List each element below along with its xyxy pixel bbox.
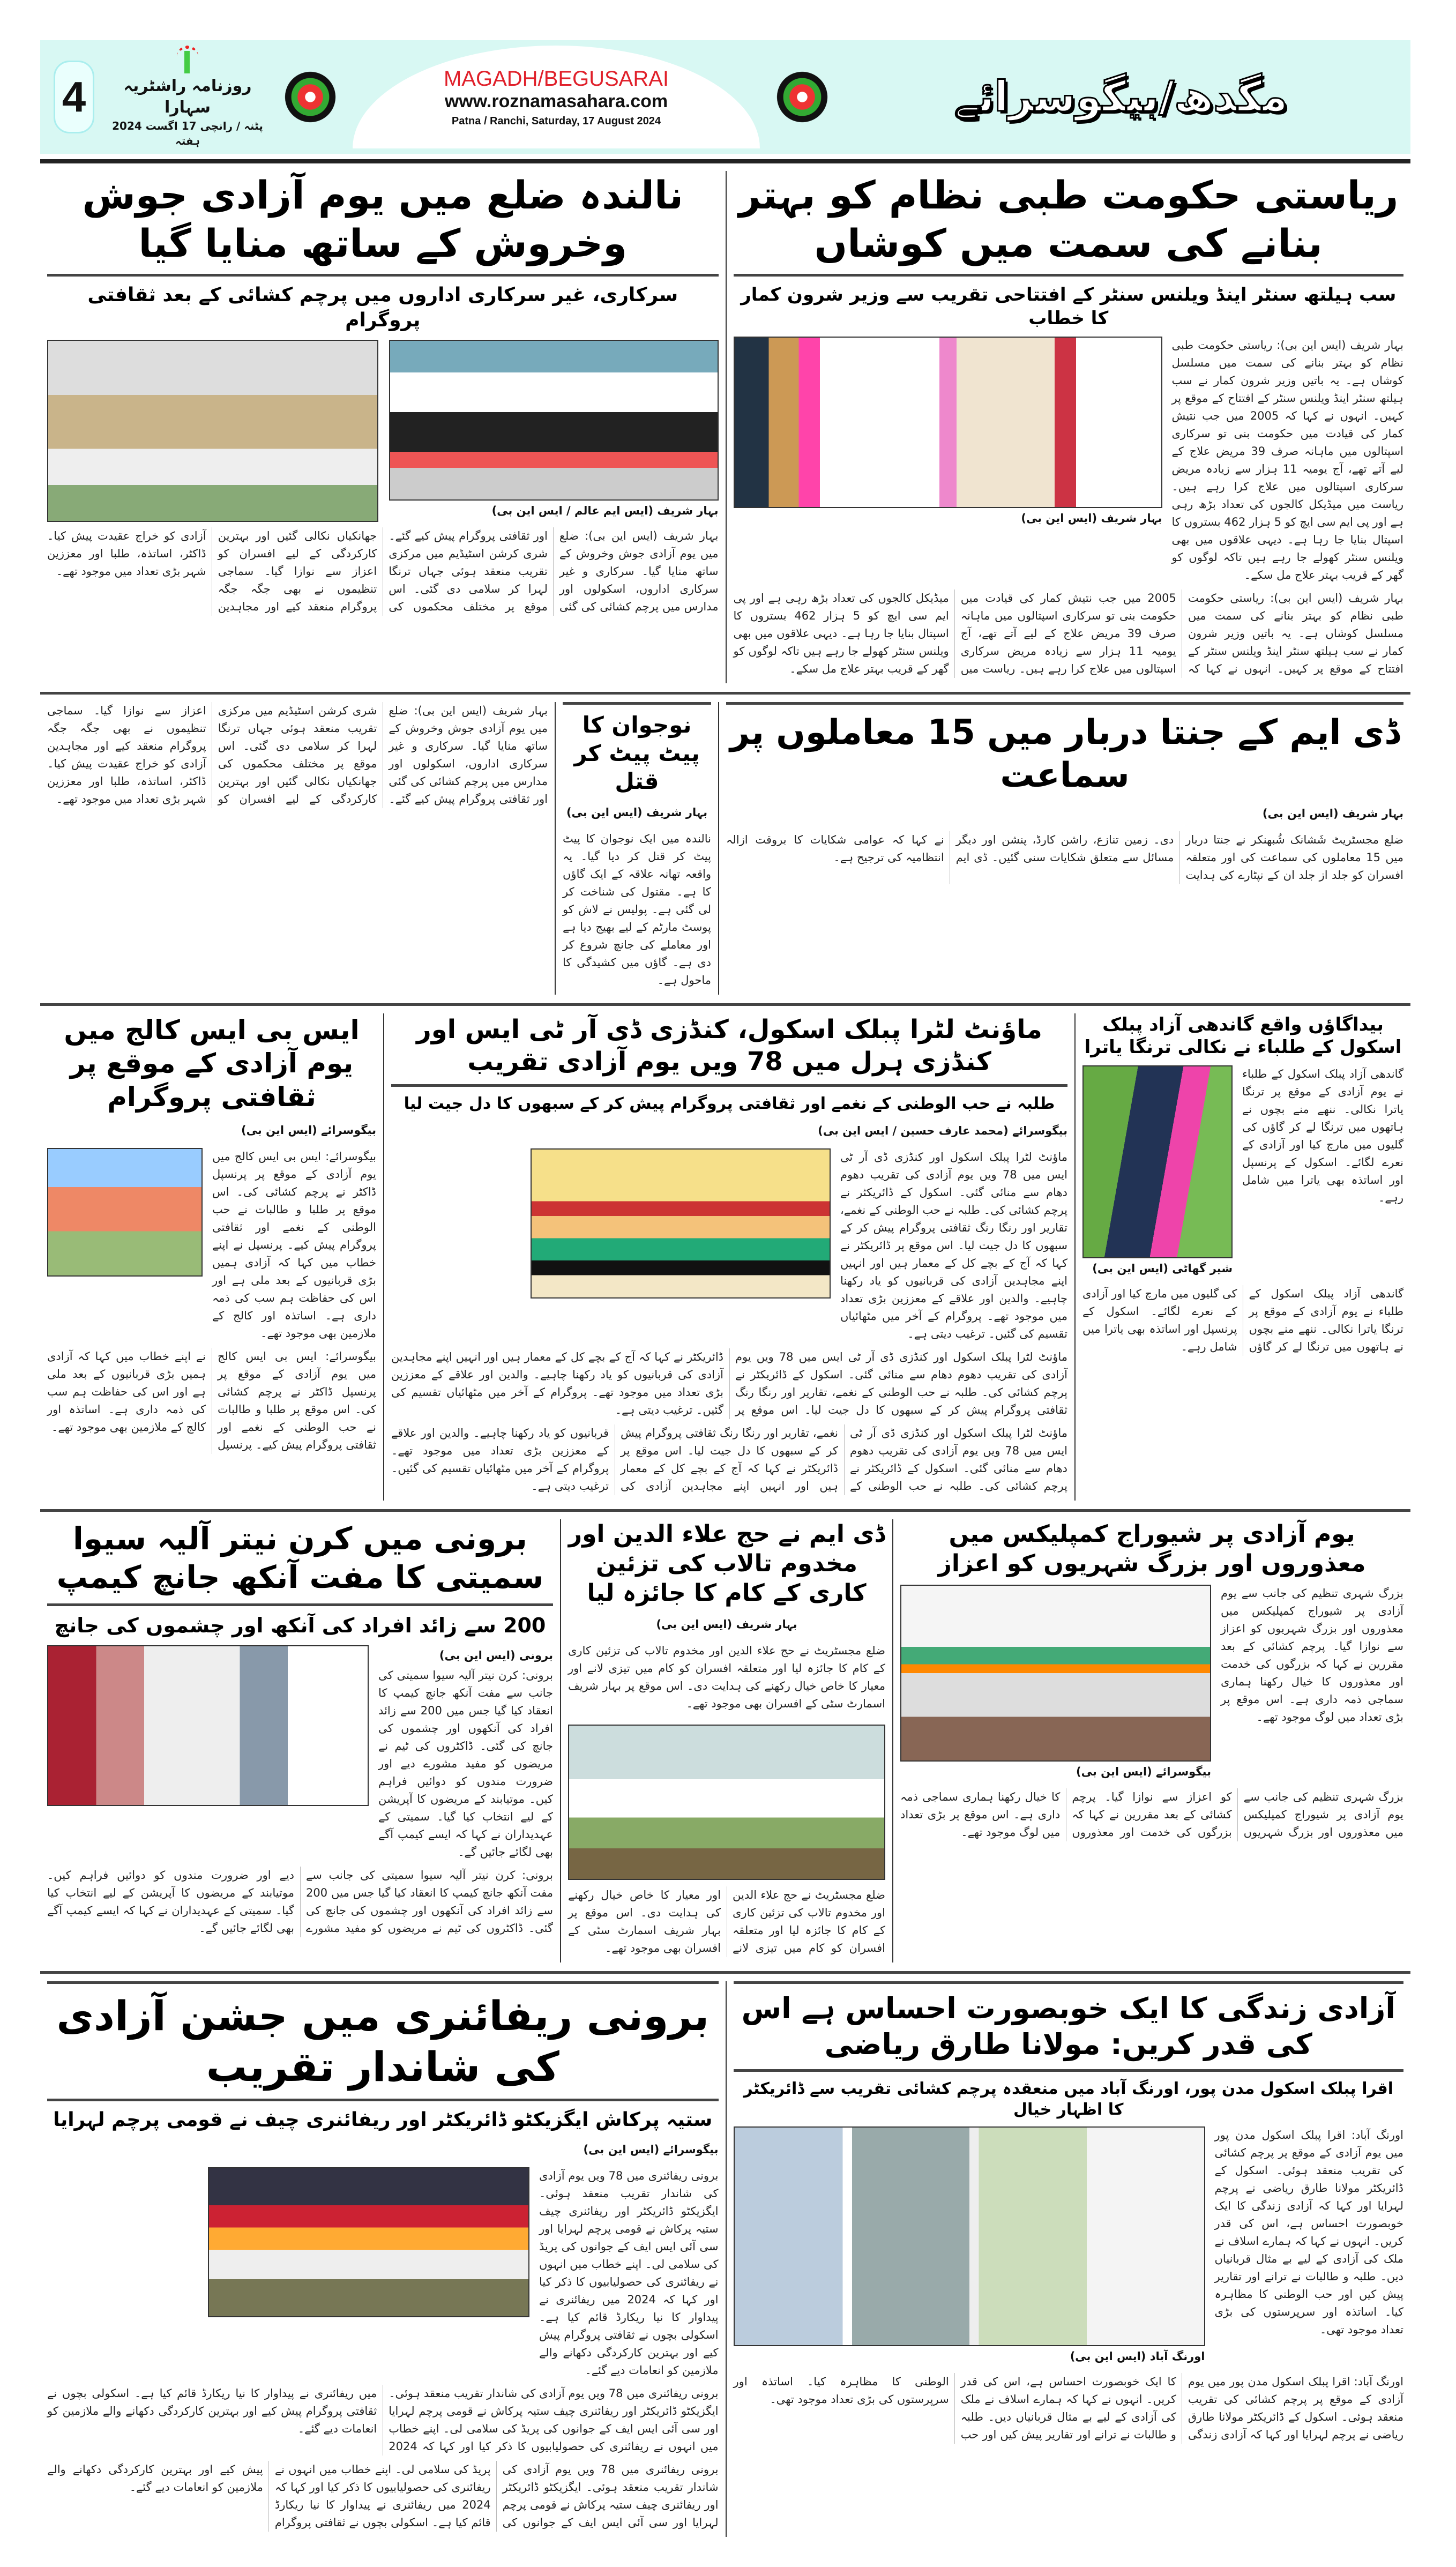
divider xyxy=(726,702,1403,705)
headline-iqra: آزادی زندگی کا ایک خوبصورت احساس ہے اس کی قدر کریں: مولانا طارق ریاضی xyxy=(741,1991,1395,2062)
photo-caption: اورنگ آباد (ایس این بی) xyxy=(1070,2349,1205,2363)
masthead-rule xyxy=(40,159,1410,163)
story-iqra xyxy=(726,1981,1411,2537)
article-body-eye-camp: برونی: کرن نیتر آلیہ سیوا سمیتی کی جانب سے مفت آنکھ جانچ کیمپ کا انعقاد کیا گیا جس میں 200 سے زائد افراد کی آنکھوں اور چشموں کی جانچ کی گئی۔ ڈاکٹروں کی ٹیم نے مریضوں کو مفید مشورے دیے اور ضرورت مندوں کو دوائیں فراہم کیں۔ موتیابند کے مریضوں کا آپریشن کے لیے انتخاب کیا گیا۔ سمیتی کے عہدیداران نے کہا کہ ایسے کیمپ آگے بھی لگائے جائیں گے۔ xyxy=(378,1669,553,1859)
story-content xyxy=(1082,1065,1403,1361)
sun-emblem-icon xyxy=(281,68,340,126)
article-body-health: بہار شریف (ایس این بی): ریاستی حکومت طبی نظام کو بہتر بنانے کی سمت میں مسلسل کوشاں ہے۔ یہ باتیں وزیر شرون کمار نے سب ہیلتھ سنٹر اینڈ ویلنس سنٹر کے افتتاح کے موقع پر کہیں۔ انہوں نے کہا کہ 2005 میں جب نتیش کمار کی قیادت میں حکومت بنی تو سرکاری اسپتالوں میں ماہانہ صرف 39 مریض علاج کے لیے آتے تھے، آج یومیہ 11 ہزار سے زیادہ مریض سرکاری اسپتالوں میں علاج کرا رہے ہیں۔ ریاست میں میڈیکل کالجوں کی تعداد بڑھ رہی ہے اور پی ایم سی ایچ کو 5 ہزار 462 بستروں کا اسپتال بنایا جا رہا ہے۔ دیہی علاقوں میں بھی ویلنس سنٹر کھولے جا رہے ہیں تاکہ لوگوں کو گھر کے قریب بہتر علاج مل سکے۔ xyxy=(1171,339,1404,582)
article-body-iqra-cont: اورنگ آباد: اقرا پبلک اسکول مدن پور میں یوم آزادی کے موقع پر پرچم کشائی کی تقریب منعقد ہوئی۔ اسکول کے ڈائریکٹر مولانا طارق ریاضی نے پرچم لہرایا اور کہا کہ آزادی زندگی کا ایک خوبصورت احساس ہے، اس کی قدر کریں۔ انہوں نے کہا کہ ہمارے اسلاف نے ملک کی آزادی کے لیے بے مثال قربانیاں دیں۔ طلبہ و طالبات نے ترانے اور تقاریر پیش کیں اور حب الوطنی کا مظاہرہ کیا۔ اساتذہ اور سرپرستوں کی بڑی تعداد موجود تھی۔ xyxy=(733,2375,1403,2441)
article-body-eye-camp-cont: برونی: کرن نیتر آلیہ سیوا سمیتی کی جانب سے مفت آنکھ جانچ کیمپ کا انعقاد کیا گیا جس میں 200 سے زائد افراد کی آنکھوں اور چشموں کی جانچ کی گئی۔ ڈاکٹروں کی ٹیم نے مریضوں کو مفید مشورے دیے اور ضرورت مندوں کو دوائیں فراہم کیں۔ موتیابند کے مریضوں کا آپریشن کے لیے انتخاب کیا گیا۔ سمیتی کے عہدیداران نے کہا کہ ایسے کیمپ آگے بھی لگائے جائیں گے۔ xyxy=(47,1869,553,1935)
story-sbs-college xyxy=(40,1013,383,1501)
story-content xyxy=(47,2167,719,2537)
figure xyxy=(208,2167,529,2317)
article-body-refinery-cont: برونی ریفائنری میں 78 ویں یوم آزادی کی شاندار تقریب منعقد ہوئی۔ ایگزیکٹو ڈائریکٹر اور ریفائنری چیف ستیہ پرکاش نے قومی پرچم لہرایا اور سی آئی ایس ایف کے جوانوں کی پریڈ کی سلامی لی۔ اپنے خطاب میں انہوں نے ریفائنری کی حصولیابیوں کا ذکر کیا اور کہا کہ 2024 میں ریفائنری نے پیداوار کا نیا ریکارڈ قائم کیا ہے۔ اسکولی بچوں نے ثقافتی پروگرام پیش کیے اور بہترین کارکردگی دکھانے والے ملازمین کو انعامات دیے گئے۔ xyxy=(47,2462,719,2529)
figure xyxy=(900,1585,1211,1783)
article-body-mount-litera: ماؤنٹ لٹرا پبلک اسکول اور کنڈزی ڈی آر ٹی ایس میں 78 ویں یوم آزادی کی تقریب دھوم دھام سے منائی گئی۔ اسکول کے ڈائریکٹر نے پرچم کشائی کی۔ طلبہ نے حب الوطنی کے نغمے، تقاریر اور رنگا رنگ ثقافتی پروگرام پیش کر کے سبھوں کا دل جیت لیا۔ اس موقع پر ڈائریکٹر نے کہا کہ آج کے بچے کل کے معمار ہیں اور انہیں اپنے مجاہدین آزادی کی قربانیوں کو یاد رکھنا چاہیے۔ والدین اور علاقے کے معززین بڑی تعداد میں موجود تھے۔ پروگرام کے آخر میں مٹھائیاں تقسیم کی گئیں۔ ترغیب دیتی ہے۔ xyxy=(840,1150,1068,1340)
headline-sbs-college: ایس بی ایس کالج میں یوم آزادی کے موقع پر ثقافتی پروگرام xyxy=(64,1014,360,1113)
photo-senior-citizens-honour xyxy=(900,1585,1211,1762)
subheadline-refinery: ستیہ پرکاش ایگزیکٹو ڈائریکٹر اور ریفائنری چیف نے قومی پرچم لہرایا xyxy=(53,2108,713,2131)
row-bottom xyxy=(40,1974,1410,2546)
byline: بیگوسرائے (ایس این بی) xyxy=(583,2143,719,2156)
edition-english: MAGADH/BEGUSARAI xyxy=(443,67,669,91)
story-content xyxy=(391,1148,1067,1501)
photo-health-inauguration xyxy=(734,337,1162,508)
divider xyxy=(734,274,1404,277)
article-body-nalanda: بہار شریف (ایس این بی): ضلع میں یوم آزادی جوش وخروش کے ساتھ منایا گیا۔ سرکاری و غیر سرکاری اداروں، اسکولوں اور مدارس میں پرچم کشائی کی گئی اور ثقافتی پروگرام پیش کیے گئے۔ شری کرشن اسٹیڈیم میں مرکزی تقریب منعقد ہوئی جہاں ترنگا لہرا کر سلامی دی گئی۔ اس موقع پر مختلف محکموں کی جھانکیاں نکالی گئیں اور بہترین کارکردگی کے لیے افسران کو اعزاز سے نوازا گیا۔ سماجی تنظیموں نے بھی جگہ جگہ پروگرام منعقد کیے اور مجاہدین آزادی کو خراج عقیدت پیش کیا۔ ڈاکٹر، اساتذہ، طلبا اور معززین شہر بڑی تعداد میں موجود تھے۔ xyxy=(47,529,719,613)
article-body-bidagaon: گاندھی آزاد پبلک اسکول کے طلباء نے یوم آزادی کے موقع پر ترنگا یاترا نکالی۔ ننھے منے بچوں نے ہاتھوں میں ترنگا لے کر گاؤں کی گلیوں میں مارچ کیا اور آزادی کے نعرے لگائے۔ اسکول کے پرنسپل اور اساتذہ بھی یاترا میں شامل رہے۔ xyxy=(1242,1067,1403,1204)
story-content xyxy=(900,1585,1403,1847)
website-link[interactable]: www.roznamasahara.com xyxy=(444,91,668,111)
photo-refinery-ceremony xyxy=(208,2167,529,2317)
story-health xyxy=(726,171,1411,683)
photo-eye-examination xyxy=(47,1645,369,1806)
figure xyxy=(1082,1065,1233,1280)
divider xyxy=(47,1603,553,1606)
story-nalanda-continued xyxy=(40,702,555,995)
headline-nalanda: نالندہ ضلع میں یوم آزادی جوش وخروش کے ساتھ منایا گیا xyxy=(82,173,684,266)
photo-caption: شیر گھاٹی (ایس این بی) xyxy=(1092,1262,1233,1275)
story-refinery xyxy=(40,1981,726,2537)
dateline: Patna / Ranchi, Saturday, 17 August 2024 xyxy=(451,115,661,127)
divider xyxy=(47,1981,719,1984)
article-body-mount-litera-cont: ماؤنٹ لٹرا پبلک اسکول اور کنڈزی ڈی آر ٹی ایس میں 78 ویں یوم آزادی کی تقریب دھوم دھام سے منائی گئی۔ اسکول کے ڈائریکٹر نے پرچم کشائی کی۔ طلبہ نے حب الوطنی کے نغمے، تقاریر اور رنگا رنگ ثقافتی پروگرام پیش کر کے سبھوں کا دل جیت لیا۔ اس موقع پر ڈائریکٹر نے کہا کہ آج کے بچے کل کے معمار ہیں اور انہیں اپنے مجاہدین آزادی کی قربانیوں کو یاد رکھنا چاہیے۔ والدین اور علاقے کے معززین بڑی تعداد میں موجود تھے۔ پروگرام کے آخر میں مٹھائیاں تقسیم کی گئیں۔ ترغیب دیتی ہے۔ xyxy=(391,1426,1068,1493)
row-fourth xyxy=(40,1512,1410,1974)
article-body-shivraj-cont: بزرگ شہری تنظیم کی جانب سے یوم آزادی پر شیوراج کمپلیکس میں معذوروں اور بزرگ شہریوں کو اعزاز سے نوازا گیا۔ پرچم کشائی کے بعد مقررین نے کہا کہ بزرگوں کی خدمت اور معذوروں کا خیال رکھنا ہماری سماجی ذمہ داری ہے۔ اس موقع پر بڑی تعداد میں لوگ موجود تھے۔ xyxy=(900,1790,1403,1839)
logo-emblem-icon xyxy=(177,46,198,76)
photo-caption: بہار شریف (ایس این بی) xyxy=(1021,512,1162,525)
byline: بیگوسرائے (ایس این بی) xyxy=(241,1124,376,1137)
article-body-refinery-right: برونی ریفائنری میں 78 ویں یوم آزادی کی شاندار تقریب منعقد ہوئی۔ ایگزیکٹو ڈائریکٹر اور ریفائنری چیف ستیہ پرکاش نے قومی پرچم لہرایا اور سی آئی ایس ایف کے جوانوں کی پریڈ کی سلامی لی۔ اپنے خطاب میں انہوں نے ریفائنری کی حصولیابیوں کا ذکر کیا اور کہا کہ 2024 میں ریفائنری نے پیداوار کا نیا ریکارڈ قائم کیا ہے۔ اسکولی بچوں نے ثقافتی پروگرام پیش کیے اور بہترین کارکردگی دکھانے والے ملازمین کو انعامات دیے گئے۔ xyxy=(47,2386,719,2453)
story-eye-camp xyxy=(40,1519,560,1962)
subheadline-nalanda: سرکاری، غیر سرکاری اداروں میں پرچم کشائی کے بعد ثقافتی پروگرام xyxy=(87,284,678,331)
article-body-mount-litera-left: ماؤنٹ لٹرا پبلک اسکول اور کنڈزی ڈی آر ٹی ایس میں 78 ویں یوم آزادی کی تقریب دھوم دھام سے منائی گئی۔ اسکول کے ڈائریکٹر نے پرچم کشائی کی۔ طلبہ نے حب الوطنی کے نغمے، تقاریر اور رنگا رنگ ثقافتی پروگرام پیش کر کے سبھوں کا دل جیت لیا۔ اس موقع پر ڈائریکٹر نے کہا کہ آج کے بچے کل کے معمار ہیں اور انہیں اپنے مجاہدین آزادی کی قربانیوں کو یاد رکھنا چاہیے۔ والدین اور علاقے کے معززین بڑی تعداد میں موجود تھے۔ پروگرام کے آخر میں مٹھائیاں تقسیم کی گئیں۔ ترغیب دیتی ہے۔ xyxy=(391,1350,1067,1416)
subheadline-mount-litera: طلبہ نے حب الوطنی کے نغمے اور ثقافتی پروگرام پیش کر کے سبھوں کا دل جیت لیا xyxy=(404,1094,1055,1113)
article-body-nalanda-cont: بہار شریف (ایس این بی): ضلع میں یوم آزادی جوش وخروش کے ساتھ منایا گیا۔ سرکاری و غیر سرکاری اداروں، اسکولوں اور مدارس میں پرچم کشائی کی گئی اور ثقافتی پروگرام پیش کیے گئے۔ شری کرشن اسٹیڈیم میں مرکزی تقریب منعقد ہوئی جہاں ترنگا لہرا کر سلامی دی گئی۔ اس موقع پر مختلف محکموں کی جھانکیاں نکالی گئیں اور بہترین کارکردگی کے لیے افسران کو اعزاز سے نوازا گیا۔ سماجی تنظیموں نے بھی جگہ جگہ پروگرام منعقد کیے اور مجاہدین آزادی کو خراج عقیدت پیش کیا۔ ڈاکٹر، اساتذہ، طلبا اور معززین شہر بڑی تعداد میں موجود تھے۔ xyxy=(47,704,548,806)
photo-dm-inspection xyxy=(568,1725,885,1880)
headline-murder: نوجوان کا پیٹ پیٹ کر قتل xyxy=(574,712,700,795)
article-body-bidagaon-cont: گاندھی آزاد پبلک اسکول کے طلباء نے یوم آزادی کے موقع پر ترنگا یاترا نکالی۔ ننھے منے بچوں نے ہاتھوں میں ترنگا لے کر گاؤں کی گلیوں میں مارچ کیا اور آزادی کے نعرے لگائے۔ اسکول کے پرنسپل اور اساتذہ بھی یاترا میں شامل رہے۔ xyxy=(1082,1287,1403,1353)
story-mount-litera xyxy=(383,1013,1074,1501)
byline: برونی (ایس این بی) xyxy=(439,1649,553,1662)
divider xyxy=(47,274,719,277)
masthead xyxy=(40,40,1410,154)
story-janta-darbar xyxy=(718,702,1410,995)
figure xyxy=(47,1645,369,1806)
photo-flag-salute-officials xyxy=(47,340,378,522)
row-top-stories xyxy=(40,163,1410,695)
story-bidagaon xyxy=(1074,1013,1410,1501)
byline: بیگوسرائے (محمد عارف حسین / ایس این بی) xyxy=(818,1124,1067,1137)
headline-janta-darbar: ڈی ایم کے جنتا دربار میں 15 معاملوں پر سماعت xyxy=(730,713,1400,796)
story-content xyxy=(47,1148,376,1459)
article-body-sbs-college-cont: بیگوسرائے: ایس بی ایس کالج میں یوم آزادی کے موقع پر پرنسپل ڈاکٹر نے پرچم کشائی کی۔ اس موقع پر طلبا و طالبات نے حب الوطنی کے نغمے اور ثقافتی پروگرام پیش کیے۔ پرنسپل نے اپنے خطاب میں کہا کہ آزادی ہمیں بڑی قربانیوں کے بعد ملی ہے اور اس کی حفاظت ہم سب کی ذمہ داری ہے۔ اساتذہ اور کالج کے ملازمین بھی موجود تھے۔ xyxy=(47,1350,376,1452)
story-murder xyxy=(555,702,718,995)
article-body-talab: ضلع مجسٹریٹ نے حج علاء الدین اور مخدوم تالاب کی تزئین کاری کے کام کا جائزہ لیا اور متعلقہ افسران کو کام میں تیزی لانے اور معیار کا خاص خیال رکھنے کی ہدایت دی۔ اس موقع پر بہار شریف اسمارٹ سٹی کے افسران بھی موجود تھے۔ xyxy=(568,1644,885,1710)
byline: بہار شریف (ایس این بی) xyxy=(1262,807,1403,820)
headline-refinery: برونی ریفائنری میں جشن آزادی کی شاندار تقریب xyxy=(56,1991,710,2091)
photo-caption: بہار شریف (ایس ایم عالم / ایس این بی) xyxy=(491,504,719,517)
headline-health: ریاستی حکومت طبی نظام کو بہتر بنانے کی سمت میں کوشاں xyxy=(738,173,1399,266)
article-body-sbs-college: بیگوسرائے: ایس بی ایس کالج میں یوم آزادی کے موقع پر پرنسپل ڈاکٹر نے پرچم کشائی کی۔ اس موقع پر طلبا و طالبات نے حب الوطنی کے نغمے اور ثقافتی پروگرام پیش کیے۔ پرنسپل نے اپنے خطاب میں کہا کہ آزادی ہمیں بڑی قربانیوں کے بعد ملی ہے اور اس کی حفاظت ہم سب کی ذمہ داری ہے۔ اساتذہ اور کالج کے ملازمین بھی موجود تھے۔ xyxy=(212,1150,376,1340)
subheadline-eye-camp: 200 سے زائد افراد کی آنکھ اور چشموں کی جانچ xyxy=(54,1613,546,1637)
byline: بہار شریف (ایس این بی) xyxy=(656,1617,797,1631)
article-body-murder: نالندہ میں ایک نوجوان کا پیٹ پیٹ کر قتل کر دیا گیا۔ یہ واقعہ تھانہ علاقہ کے ایک گاؤں کا ہے۔ مقتول کی شناخت کر لی گئی ہے۔ پولیس نے لاش کو پوسٹ مارٹم کے لیے بھیج دیا ہے اور معاملے کی جانچ شروع کر دی ہے۔ گاؤں میں کشیدگی کا ماحول ہے۔ xyxy=(563,832,711,987)
article-body-talab-cont: ضلع مجسٹریٹ نے حج علاء الدین اور مخدوم تالاب کی تزئین کاری کے کام کا جائزہ لیا اور متعلقہ افسران کو کام میں تیزی لانے اور معیار کا خاص خیال رکھنے کی ہدایت دی۔ اس موقع پر بہار شریف اسمارٹ سٹی کے افسران بھی موجود تھے۔ xyxy=(568,1888,885,1954)
headline-shivraj: یوم آزادی پر شیوراج کمپلیکس میں معذوروں اور بزرگ شہریوں کو اعزاز xyxy=(938,1520,1366,1577)
row-third xyxy=(40,1006,1410,1512)
article-body-refinery: برونی ریفائنری میں 78 ویں یوم آزادی کی شاندار تقریب منعقد ہوئی۔ ایگزیکٹو ڈائریکٹر اور ریفائنری چیف ستیہ پرکاش نے قومی پرچم لہرایا اور سی آئی ایس ایف کے جوانوں کی پریڈ کی سلامی لی۔ اپنے خطاب میں انہوں نے ریفائنری کی حصولیابیوں کا ذکر کیا اور کہا کہ 2024 میں ریفائنری نے پیداوار کا نیا ریکارڈ قائم کیا ہے۔ اسکولی بچوں نے ثقافتی پروگرام پیش کیے اور بہترین کارکردگی دکھانے والے ملازمین کو انعامات دیے گئے۔ xyxy=(539,2169,719,2377)
divider xyxy=(563,702,711,705)
page-number: 4 xyxy=(62,73,86,121)
story-talab xyxy=(560,1519,892,1962)
photo-caption: بیگوسرائے (ایس این بی) xyxy=(1076,1765,1211,1778)
headline-bidagaon: بیداگاؤں واقع گاندھی آزاد پبلک اسکول کے طلباء نے نکالی ترنگا یاترا xyxy=(1084,1013,1402,1058)
figure xyxy=(47,1148,203,1277)
story-content xyxy=(47,1645,553,1943)
article-body-shivraj: بزرگ شہری تنظیم کی جانب سے یوم آزادی پر شیوراج کمپلیکس میں معذوروں اور بزرگ شہریوں کو اعزاز سے نوازا گیا۔ پرچم کشائی کے بعد مقررین نے کہا کہ بزرگوں کی خدمت اور معذوروں کا خیال رکھنا ہماری سماجی ذمہ داری ہے۔ اس موقع پر بڑی تعداد میں لوگ موجود تھے۔ xyxy=(1221,1586,1403,1723)
logo-date: پٹنہ / رانچی 17 اگست 2024 ہفتہ xyxy=(112,120,263,147)
row-second xyxy=(40,695,1410,1006)
story-content xyxy=(734,337,1404,683)
headline-mount-litera: ماؤنٹ لٹرا پبلک اسکول، کنڈزی ڈی آر ٹی ایس اور کنڈزی ہرل میں 78 ویں یوم آزادی تقریب xyxy=(416,1014,1042,1077)
sun-emblem-icon xyxy=(773,68,832,126)
subheadline-health: سب ہیلتھ سنٹر اینڈ ویلنس سنٹر کے افتتاحی تقریب سے وزیر شرون کمار کا خطاب xyxy=(741,284,1397,330)
photo-tiranga-yatra xyxy=(1082,1065,1233,1258)
headline-talab: ڈی ایم نے حج علاء الدین اور مخدوم تالاب کی تزئین کاری کے کام کا جائزہ لیا xyxy=(568,1520,885,1607)
page-number-badge xyxy=(54,61,94,133)
story-nalanda xyxy=(40,171,726,683)
figure xyxy=(734,337,1162,529)
figure xyxy=(734,2126,1205,2368)
article-body-janta-darbar: ضلع مجسٹریٹ شَشانک شُبھنکر نے جنتا دربار میں 15 معاملوں کی سماعت کی اور متعلقہ افسران کو جلد از جلد ان کے نپٹارے کی ہدایت دی۔ زمین تنازع، راشن کارڈ، پنشن اور دیگر مسائل سے متعلق شکایات سنی گئیں۔ ڈی ایم نے کہا کہ عوامی شکایات کا بروقت ازالہ انتظامیہ کی ترجیح ہے۔ xyxy=(726,833,1403,882)
headline-eye-camp: برونی میں کرن نیتر آلیہ سیوا سمیتی کا مفت آنکھ جانچ کیمپ xyxy=(56,1520,544,1596)
photo-flag-hoisting xyxy=(389,340,718,501)
edition-banner xyxy=(353,46,760,148)
story-content xyxy=(734,2126,1404,2449)
article-body-iqra: اورنگ آباد: اقرا پبلک اسکول مدن پور میں یوم آزادی کے موقع پر پرچم کشائی کی تقریب منعقد ہوئی۔ اسکول کے ڈائریکٹر مولانا طارق ریاضی نے پرچم لہرایا اور کہا کہ آزادی زندگی کا ایک خوبصورت احساس ہے، اس کی قدر کریں۔ انہوں نے کہا کہ ہمارے اسلاف نے ملک کی آزادی کے لیے بے مثال قربانیاں دیں۔ طلبہ و طالبات نے ترانے اور تقاریر پیش کیں اور حب الوطنی کا مظاہرہ کیا۔ اساتذہ اور سرپرستوں کی بڑی تعداد موجود تھی۔ xyxy=(1214,2128,1403,2336)
figure xyxy=(531,1148,831,1299)
byline: بہار شریف (ایس این بی) xyxy=(566,805,708,819)
story-shivraj xyxy=(892,1519,1410,1962)
divider xyxy=(734,2069,1404,2072)
photo-students-performance xyxy=(531,1148,831,1299)
story-content xyxy=(47,340,719,621)
divider xyxy=(391,1084,1067,1087)
newspaper-logo xyxy=(107,46,268,148)
divider xyxy=(47,2099,719,2101)
article-body-health-cont: بہار شریف (ایس این بی): ریاستی حکومت طبی نظام کو بہتر بنانے کی سمت میں مسلسل کوشاں ہے۔ یہ باتیں وزیر شرون کمار نے سب ہیلتھ سنٹر اینڈ ویلنس سنٹر کے افتتاح کے موقع پر کہیں۔ انہوں نے کہا کہ 2005 میں جب نتیش کمار کی قیادت میں حکومت بنی تو سرکاری اسپتالوں میں ماہانہ صرف 39 مریض علاج کے لیے آتے تھے، آج یومیہ 11 ہزار سے زیادہ مریض سرکاری اسپتالوں میں علاج کرا رہے ہیں۔ ریاست میں میڈیکل کالجوں کی تعداد بڑھ رہی ہے اور پی ایم سی ایچ کو 5 ہزار 462 بستروں کا اسپتال بنایا جا رہا ہے۔ دیہی علاقوں میں بھی ویلنس سنٹر کھولے جا رہے ہیں تاکہ لوگوں کو گھر کے قریب بہتر علاج مل سکے۔ xyxy=(733,592,1403,676)
logo-title: روزنامہ راشٹریہ سہارا xyxy=(123,77,252,117)
edition-urdu: مگدھ/بیگوسرائے xyxy=(954,73,1288,121)
divider xyxy=(734,1981,1404,1984)
photo-sbs-college xyxy=(47,1148,203,1277)
subheadline-iqra: اقرا پبلک اسکول مدن پور، اورنگ آباد میں منعقدہ پرچم کشائی تقریب سے ڈائریکٹر کا اظہار خیال xyxy=(743,2079,1394,2119)
